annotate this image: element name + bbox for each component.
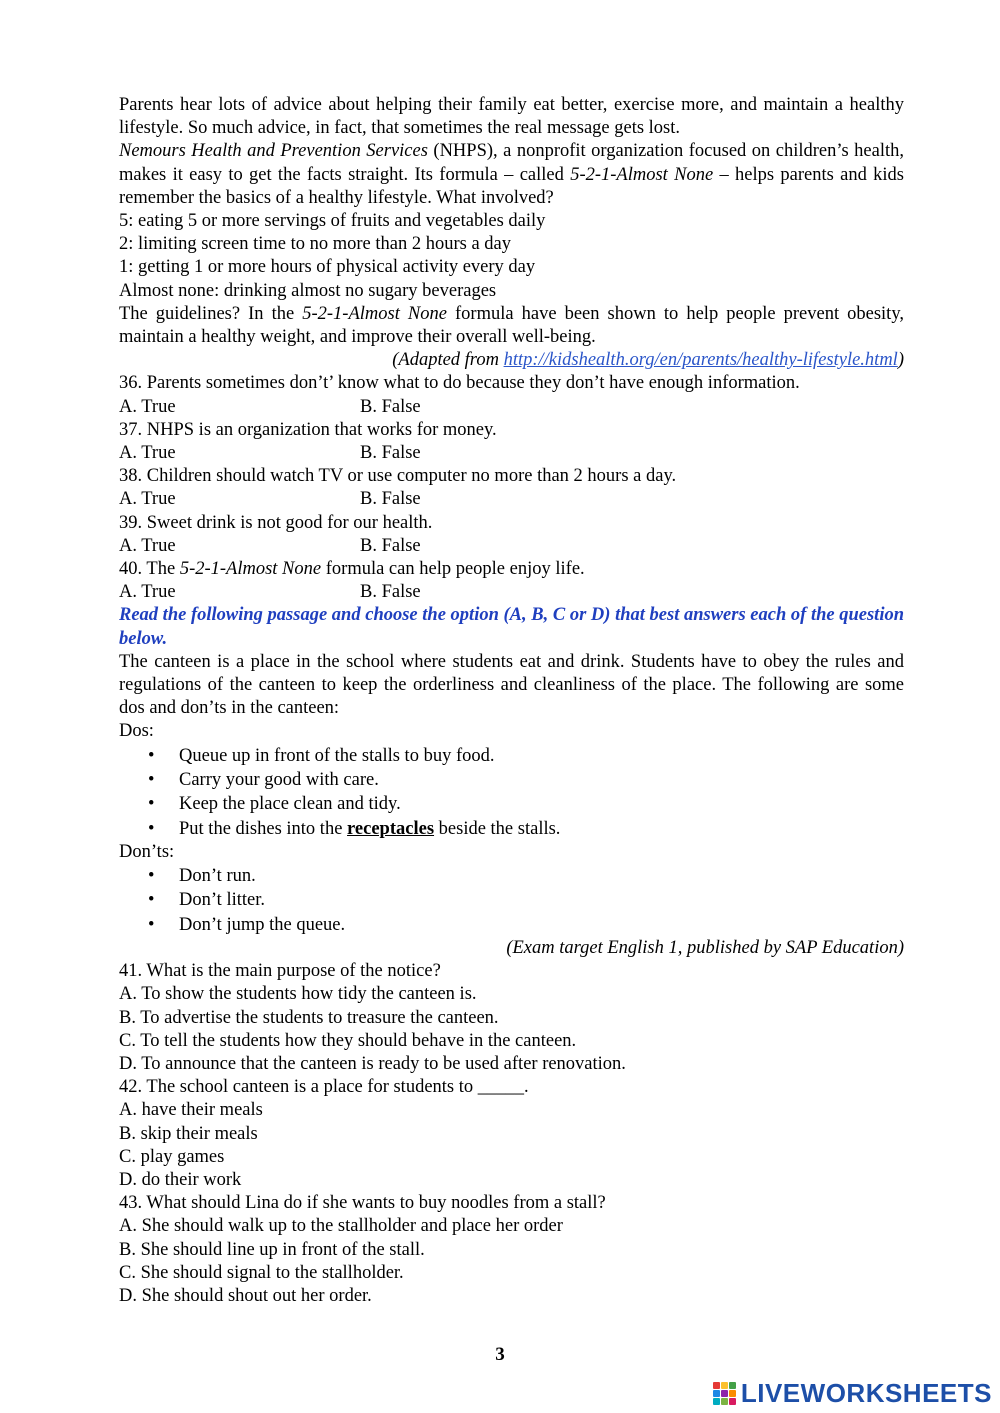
bullet-icon: •	[148, 866, 155, 887]
option-b[interactable]: B. skip their meals	[119, 1123, 258, 1144]
source-link[interactable]: http://kidshealth.org/en/parents/healthy-lifestyle.html	[503, 350, 898, 371]
option-c[interactable]: C. play games	[119, 1146, 225, 1167]
option-d[interactable]: D. do their work	[119, 1170, 242, 1190]
guideline-line: 5: eating 5 or more servings of fruits and vegetables daily	[119, 211, 546, 232]
dos-label: Dos:	[119, 721, 154, 742]
list-item: • Queue up in front of the stalls to buy food.	[179, 744, 904, 768]
formula-name: 5-2-1-Almost None –	[570, 164, 729, 185]
option-true[interactable]: A. True	[119, 396, 176, 417]
option-d[interactable]: D. She should shout out her order.	[119, 1286, 372, 1307]
passage2-source: (Exam target English 1, published by SAP Education)	[506, 937, 904, 958]
option-true[interactable]: A. True	[119, 582, 176, 603]
worksheet-page	[119, 94, 904, 1308]
list-item: • Carry your good with care.	[179, 768, 904, 792]
guideline-line: Almost none: drinking almost no sugary beverages	[119, 280, 497, 301]
option-a[interactable]: A. To show the students how tidy the canteen is.	[119, 984, 477, 1005]
passage1-para2: Nemours Health and Prevention Services (NHPS), a nonprofit organization focused on children’s health, makes it easy to get the facts straight. Its formula – called 5-2-1-Almost None – helps parents and kids remember the basics of a healthy lifestyle. What involved?	[119, 141, 904, 208]
option-false[interactable]: B. False	[360, 396, 421, 417]
list-item: • Don’t run.	[179, 864, 904, 888]
bullet-icon: •	[148, 914, 155, 935]
options-39	[119, 535, 904, 558]
list-item: • Don’t litter.	[179, 888, 904, 912]
list-item: • Keep the place clean and tidy.	[179, 792, 904, 816]
option-true[interactable]: A. True	[119, 443, 176, 464]
passage1-para1: Parents hear lots of advice about helping their family eat better, exercise more, and maintain a healthy lifestyle. So much advice, in fact, that sometimes the real message gets lost.	[119, 95, 904, 139]
guideline-line: 1: getting 1 or more hours of physical activity every day	[119, 257, 536, 278]
page-number: 3	[495, 1344, 505, 1365]
brand-name: LIVEWORKSHEETS	[740, 1378, 992, 1408]
bullet-icon: •	[148, 769, 155, 790]
dos-list	[119, 744, 904, 841]
liveworksheets-logo	[713, 1378, 992, 1409]
bullet-icon: •	[148, 745, 155, 766]
org-name: Nemours Health and Prevention Services	[119, 141, 428, 162]
question-42: 42. The school canteen is a place for students to _____.	[119, 1077, 529, 1098]
passage1-source: (Adapted from http://kidshealth.org/en/parents/healthy-lifestyle.html)	[392, 350, 904, 371]
liveworksheets-logo-icon	[713, 1382, 736, 1405]
question-36: 36. Parents sometimes don’t’ know what to do because they don’t have enough information.	[119, 373, 800, 394]
section-instruction: Read the following passage and choose the option (A, B, C or D) that best answers each of the question below.	[119, 605, 904, 649]
underlined-word: receptacles	[347, 818, 435, 839]
option-c[interactable]: C. To tell the students how they should behave in the canteen.	[119, 1030, 577, 1051]
option-d[interactable]: D. To announce that the canteen is ready to be used after renovation.	[119, 1053, 626, 1074]
options-38	[119, 488, 904, 511]
guideline-line: 2: limiting screen time to no more than 2 hours a day	[119, 234, 512, 255]
passage1-para3: The guidelines? In the 5-2-1-Almost None formula have been shown to help people prevent obesity, maintain a healthy weight, and improve their overall well-being.	[119, 303, 904, 348]
option-b[interactable]: B. She should line up in front of the stall.	[119, 1239, 425, 1260]
bullet-icon: •	[148, 890, 155, 911]
list-item: • Put the dishes into the receptacles beside the stalls.	[179, 817, 904, 841]
option-false[interactable]: B. False	[360, 489, 421, 510]
option-a[interactable]: A. She should walk up to the stallholder and place her order	[119, 1216, 563, 1237]
option-b[interactable]: B. To advertise the students to treasure the canteen.	[119, 1007, 499, 1028]
option-c[interactable]: C. She should signal to the stallholder.	[119, 1262, 404, 1283]
option-false[interactable]: B. False	[360, 582, 421, 603]
question-38: 38. Children should watch TV or use computer no more than 2 hours a day.	[119, 466, 677, 487]
options-37	[119, 442, 904, 465]
question-43: 43. What should Lina do if she wants to buy noodles from a stall?	[119, 1193, 606, 1214]
option-true[interactable]: A. True	[119, 489, 176, 510]
option-true[interactable]: A. True	[119, 535, 176, 556]
options-36	[119, 396, 904, 419]
question-41: 41. What is the main purpose of the notice?	[119, 961, 441, 982]
question-37: 37. NHPS is an organization that works for money.	[119, 419, 497, 440]
list-item: • Don’t jump the queue.	[179, 913, 904, 937]
option-false[interactable]: B. False	[360, 535, 421, 556]
donts-list	[119, 864, 904, 937]
bullet-icon: •	[148, 818, 155, 839]
passage2-intro: The canteen is a place in the school where students eat and drink. Students have to obey the rules and regulations of the canteen to keep the orderliness and cleanliness of the place. The following are some dos and don’ts in the canteen:	[119, 651, 904, 719]
options-40	[119, 581, 904, 604]
option-a[interactable]: A. have their meals	[119, 1100, 263, 1121]
question-39: 39. Sweet drink is not good for our health.	[119, 512, 433, 533]
option-false[interactable]: B. False	[360, 443, 421, 464]
bullet-icon: •	[148, 794, 155, 815]
donts-label: Don’ts:	[119, 841, 175, 862]
question-40: 40. The 5-2-1-Almost None formula can help people enjoy life.	[119, 559, 585, 580]
